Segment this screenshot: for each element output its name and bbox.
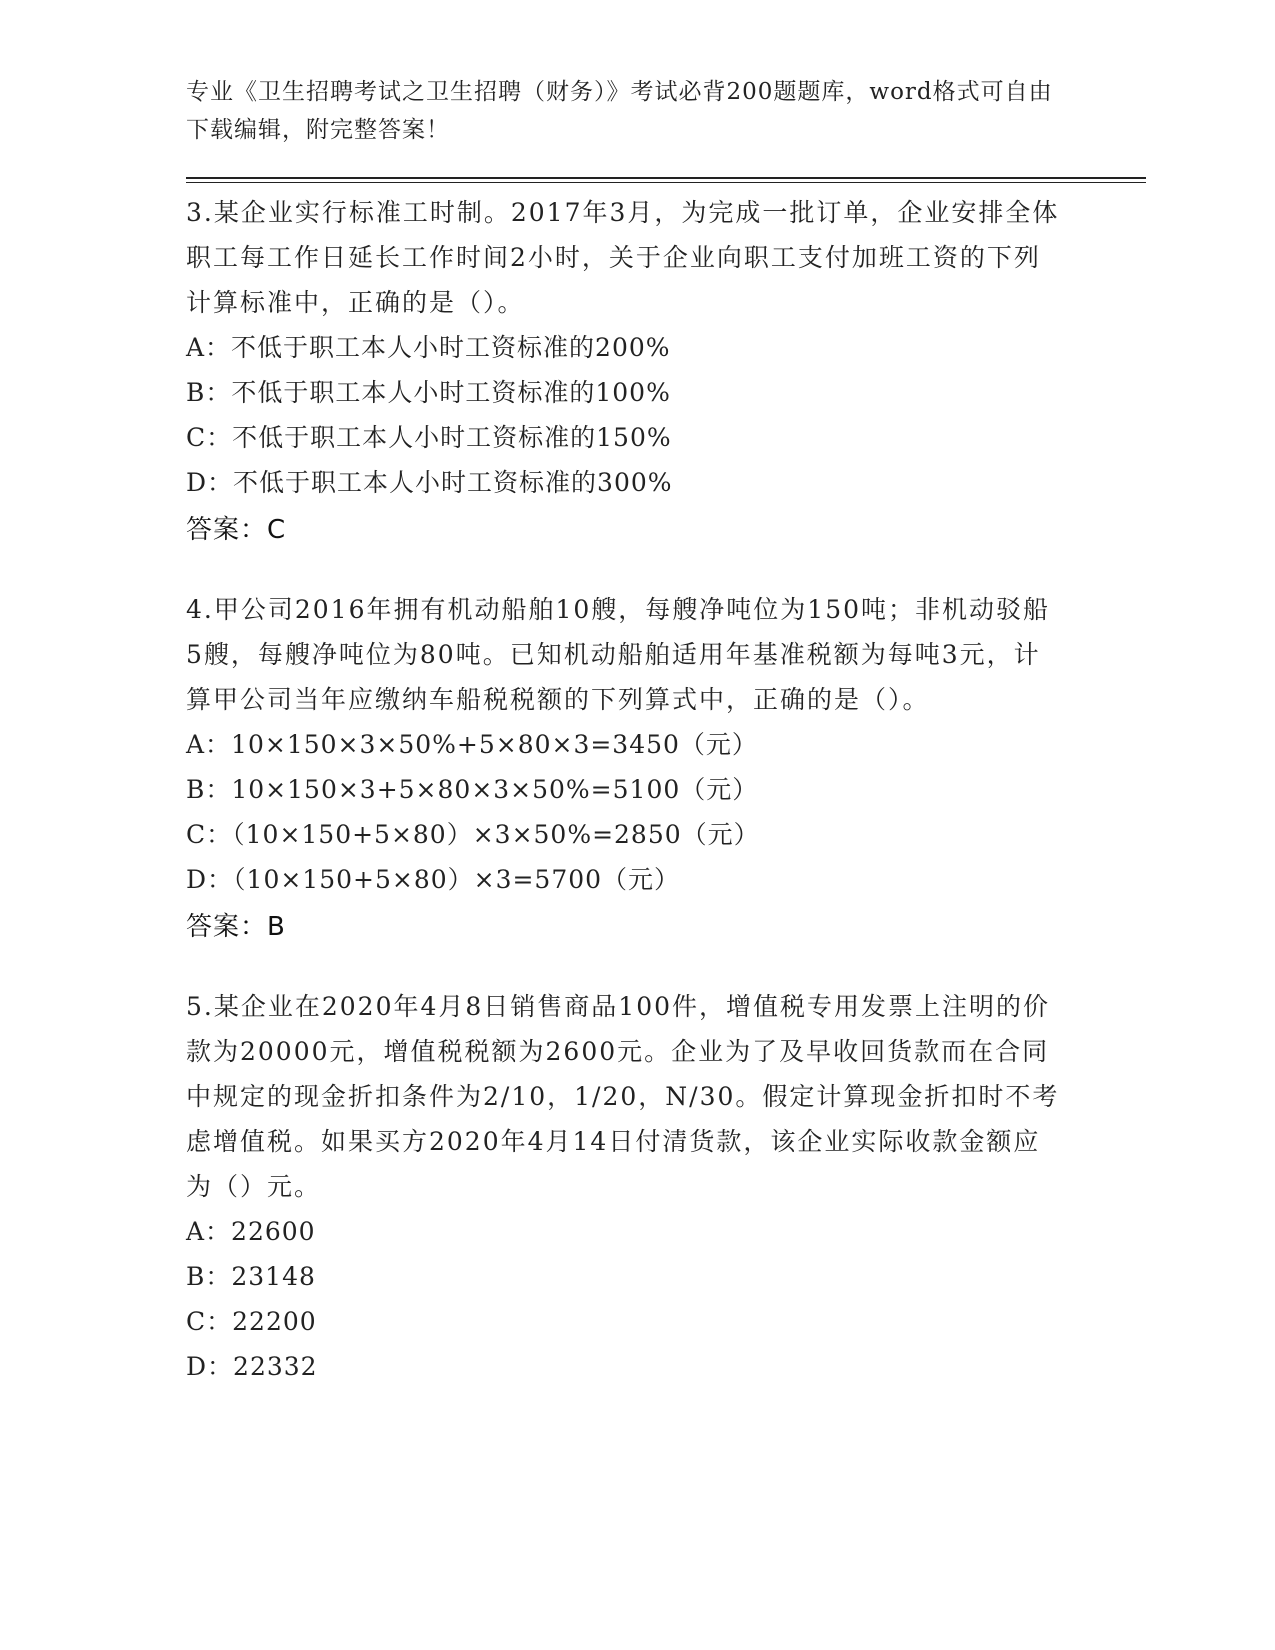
option-c: C：22200 (186, 1307, 317, 1336)
question-stem: 5.某企业在2020年4月8日销售商品100件，增值税专用发票上注明的价款为20000元，增值税税额为2600元。企业为了及早收回货款而在合同中规定的现金折扣条件为2/10，1/20，N/30。假定计算现金折扣时不考虑增值税。如果买方2020年4月14日付清货款，该企业实际收款金额应为（）元。 (186, 992, 1060, 1201)
option-b: B：不低于职工本人小时工资标准的100% (186, 378, 671, 407)
option-d: D：（10×150+5×80）×3=5700（元） (186, 865, 681, 894)
option-a: A：不低于职工本人小时工资标准的200% (186, 333, 671, 362)
document-header: 专业《卫生招聘考试之卫生招聘（财务）》考试必背200题题库，word格式可自由下载编辑，附完整答案！ (186, 79, 1053, 143)
question-3 (186, 190, 1066, 553)
answer: 答案：B (186, 912, 286, 942)
option-a: A：22600 (186, 1217, 316, 1246)
option-c: C：（10×150+5×80）×3×50%=2850（元） (186, 820, 760, 849)
question-list (186, 190, 1066, 1423)
option-c: C：不低于职工本人小时工资标准的150% (186, 423, 672, 452)
question-5 (186, 984, 1066, 1389)
question-stem: 4.甲公司2016年拥有机动船舶10艘，每艘净吨位为150吨；非机动驳船5艘，每艘净吨位为80吨。已知机动船舶适用年基准税额为每吨3元，计算甲公司当年应缴纳车船税税额的下列算式中，正确的是（）。 (186, 595, 1051, 714)
question-4 (186, 587, 1066, 950)
option-b: B：10×150×3+5×80×3×50%=5100（元） (186, 775, 759, 804)
option-b: B：23148 (186, 1262, 316, 1291)
header-divider-thin (186, 182, 1146, 183)
question-stem: 3.某企业实行标准工时制。2017年3月，为完成一批订单，企业安排全体职工每工作日延长工作时间2小时，关于企业向职工支付加班工资的下列计算标准中，正确的是（）。 (186, 198, 1060, 317)
answer: 答案：C (186, 515, 287, 545)
option-list (186, 722, 1066, 902)
option-d: D：22332 (186, 1352, 318, 1381)
option-list (186, 1209, 1066, 1389)
option-d: D：不低于职工本人小时工资标准的300% (186, 468, 673, 497)
option-a: A：10×150×3×50%+5×80×3=3450（元） (186, 730, 758, 759)
header-divider-thick (186, 177, 1146, 179)
option-list (186, 325, 1066, 505)
